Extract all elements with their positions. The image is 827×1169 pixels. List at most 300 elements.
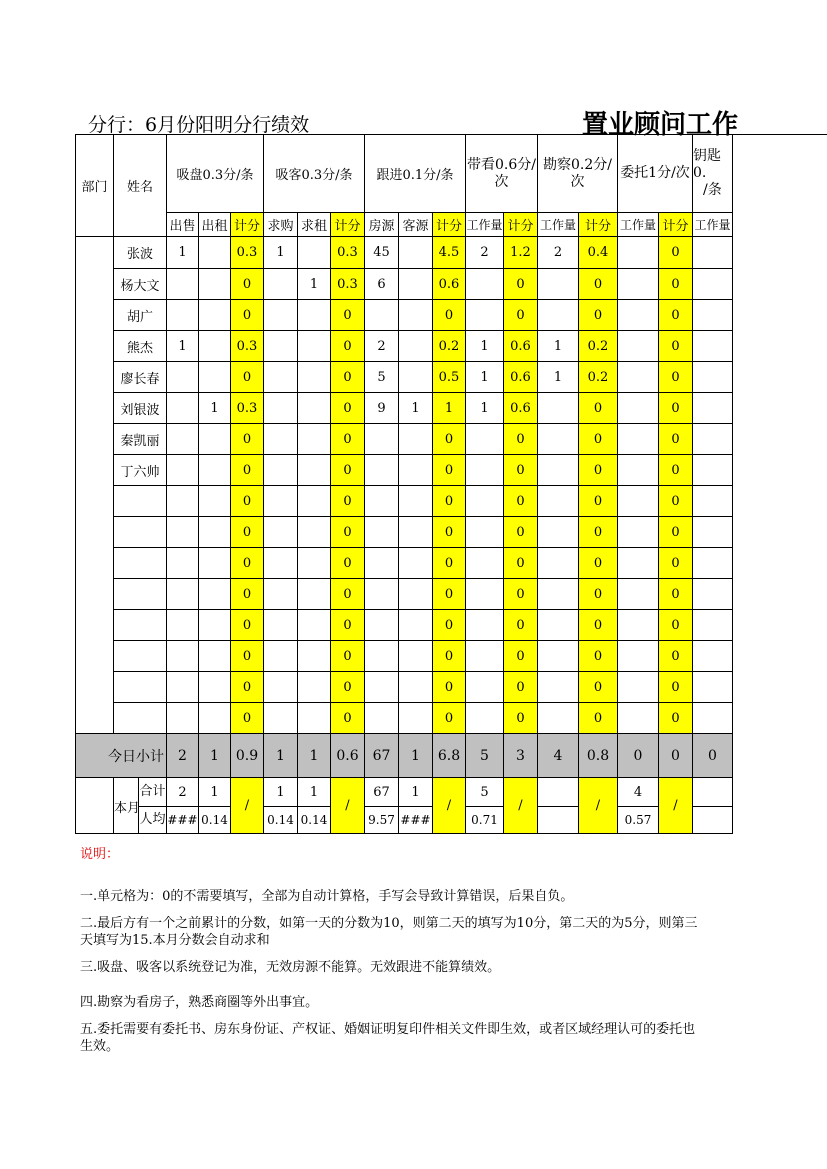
data-cell[interactable]: 0 xyxy=(331,641,365,672)
data-cell[interactable] xyxy=(399,703,433,734)
data-cell[interactable] xyxy=(167,610,199,641)
data-cell[interactable] xyxy=(538,579,579,610)
data-cell[interactable] xyxy=(399,362,433,393)
dept-cell[interactable] xyxy=(76,237,114,734)
data-cell[interactable] xyxy=(167,579,199,610)
month-total-cell[interactable]: 67 xyxy=(365,778,399,807)
data-cell[interactable]: 0 xyxy=(579,672,618,703)
data-cell[interactable] xyxy=(538,548,579,579)
data-cell[interactable] xyxy=(693,393,733,424)
data-cell[interactable]: 6 xyxy=(365,269,399,300)
data-cell[interactable] xyxy=(365,455,399,486)
data-cell[interactable] xyxy=(365,579,399,610)
data-cell[interactable]: 0.6 xyxy=(504,362,538,393)
data-cell[interactable] xyxy=(298,362,331,393)
month-total-cell[interactable] xyxy=(538,778,579,807)
data-cell[interactable] xyxy=(199,300,231,331)
month-total-cell[interactable]: 1 xyxy=(298,778,331,807)
data-cell[interactable]: 0 xyxy=(504,548,538,579)
data-cell[interactable] xyxy=(264,703,298,734)
data-cell[interactable] xyxy=(618,486,659,517)
data-cell[interactable] xyxy=(538,641,579,672)
data-cell[interactable] xyxy=(264,331,298,362)
data-cell[interactable] xyxy=(264,455,298,486)
data-cell[interactable]: 0 xyxy=(331,362,365,393)
data-cell[interactable]: 0 xyxy=(579,641,618,672)
data-cell[interactable] xyxy=(538,703,579,734)
data-cell[interactable] xyxy=(399,517,433,548)
table-row xyxy=(76,362,733,393)
data-cell[interactable] xyxy=(618,579,659,610)
data-cell[interactable] xyxy=(167,517,199,548)
data-cell[interactable] xyxy=(264,579,298,610)
data-cell[interactable]: 0.2 xyxy=(579,331,618,362)
data-cell[interactable] xyxy=(199,237,231,269)
month-avg-cell[interactable]: 0.57 xyxy=(618,807,659,834)
name-cell[interactable] xyxy=(114,641,167,672)
data-cell[interactable]: 1 xyxy=(466,393,504,424)
data-cell[interactable] xyxy=(199,672,231,703)
data-cell[interactable] xyxy=(693,300,733,331)
data-cell[interactable] xyxy=(693,517,733,548)
data-cell[interactable] xyxy=(167,641,199,672)
data-cell[interactable] xyxy=(693,548,733,579)
data-cell[interactable] xyxy=(618,269,659,300)
data-cell[interactable] xyxy=(365,486,399,517)
data-cell[interactable]: 0 xyxy=(504,672,538,703)
data-cell[interactable]: 0 xyxy=(659,237,693,269)
data-cell[interactable]: 9 xyxy=(365,393,399,424)
data-cell[interactable]: 0.3 xyxy=(231,393,264,424)
data-cell[interactable]: 0 xyxy=(231,548,264,579)
data-cell[interactable]: 0 xyxy=(504,610,538,641)
data-cell[interactable]: 0 xyxy=(231,579,264,610)
data-cell[interactable] xyxy=(618,641,659,672)
data-cell[interactable]: 0 xyxy=(331,486,365,517)
data-cell[interactable]: 1 xyxy=(466,331,504,362)
data-cell[interactable]: 0 xyxy=(579,486,618,517)
month-avg-cell[interactable]: 0.14 xyxy=(298,807,331,834)
data-cell[interactable] xyxy=(399,486,433,517)
data-cell[interactable] xyxy=(264,486,298,517)
data-cell[interactable]: 0 xyxy=(331,455,365,486)
data-cell[interactable] xyxy=(199,424,231,455)
data-cell[interactable] xyxy=(199,703,231,734)
data-cell[interactable]: 0.2 xyxy=(579,362,618,393)
data-cell[interactable]: 0 xyxy=(659,362,693,393)
data-cell[interactable] xyxy=(618,362,659,393)
data-cell[interactable]: 1 xyxy=(433,393,466,424)
data-cell[interactable] xyxy=(167,300,199,331)
table-row xyxy=(76,237,733,269)
data-cell[interactable] xyxy=(693,331,733,362)
data-cell[interactable] xyxy=(167,455,199,486)
data-cell[interactable]: 0.5 xyxy=(433,362,466,393)
data-cell[interactable] xyxy=(466,424,504,455)
data-cell[interactable] xyxy=(538,455,579,486)
data-cell[interactable]: 1 xyxy=(264,237,298,269)
data-cell[interactable] xyxy=(298,641,331,672)
month-slash-cell: / xyxy=(331,778,365,834)
data-cell[interactable]: 1 xyxy=(466,362,504,393)
data-cell[interactable] xyxy=(264,269,298,300)
data-cell[interactable] xyxy=(693,269,733,300)
data-cell[interactable]: 2 xyxy=(538,237,579,269)
data-cell[interactable] xyxy=(298,672,331,703)
data-cell[interactable]: 2 xyxy=(466,237,504,269)
name-cell[interactable]: 秦凯丽 xyxy=(114,424,167,455)
data-cell[interactable] xyxy=(399,300,433,331)
data-cell[interactable]: 0 xyxy=(331,393,365,424)
name-cell[interactable]: 丁六帅 xyxy=(114,455,167,486)
data-cell[interactable]: 0 xyxy=(231,486,264,517)
data-cell[interactable] xyxy=(466,548,504,579)
data-cell[interactable]: 0 xyxy=(579,269,618,300)
data-cell[interactable] xyxy=(618,703,659,734)
month-avg-cell[interactable]: ### xyxy=(399,807,433,834)
data-cell[interactable] xyxy=(199,641,231,672)
month-average-row xyxy=(76,807,733,834)
data-cell[interactable] xyxy=(264,300,298,331)
data-cell[interactable] xyxy=(298,300,331,331)
name-cell[interactable]: 熊杰 xyxy=(114,331,167,362)
data-cell[interactable] xyxy=(693,362,733,393)
data-cell[interactable]: 0 xyxy=(231,300,264,331)
data-cell[interactable]: 0 xyxy=(433,703,466,734)
data-cell[interactable]: 0 xyxy=(331,424,365,455)
data-cell[interactable] xyxy=(538,300,579,331)
data-cell[interactable] xyxy=(199,455,231,486)
data-cell[interactable] xyxy=(298,579,331,610)
data-cell[interactable] xyxy=(618,548,659,579)
data-cell[interactable]: 0 xyxy=(504,424,538,455)
data-cell[interactable] xyxy=(298,455,331,486)
data-cell[interactable] xyxy=(693,237,733,269)
month-avg-cell[interactable] xyxy=(693,807,733,834)
data-cell[interactable] xyxy=(693,703,733,734)
data-cell[interactable]: 0 xyxy=(231,641,264,672)
data-cell[interactable] xyxy=(365,517,399,548)
data-cell[interactable]: 0 xyxy=(331,548,365,579)
data-cell[interactable]: 1.2 xyxy=(504,237,538,269)
month-avg-cell[interactable]: 0.71 xyxy=(466,807,504,834)
month-avg-cell[interactable]: 0.14 xyxy=(264,807,298,834)
data-cell[interactable] xyxy=(167,269,199,300)
data-cell[interactable] xyxy=(466,672,504,703)
data-cell[interactable] xyxy=(693,455,733,486)
data-cell[interactable] xyxy=(399,237,433,269)
data-cell[interactable] xyxy=(538,269,579,300)
data-cell[interactable] xyxy=(618,300,659,331)
data-cell[interactable]: 0 xyxy=(659,672,693,703)
data-cell[interactable] xyxy=(365,641,399,672)
month-total-cell[interactable]: 1 xyxy=(199,778,231,807)
data-cell[interactable] xyxy=(199,548,231,579)
data-cell[interactable] xyxy=(298,548,331,579)
data-cell[interactable] xyxy=(466,703,504,734)
data-cell[interactable] xyxy=(199,517,231,548)
data-cell[interactable]: 0 xyxy=(331,672,365,703)
data-cell[interactable] xyxy=(538,424,579,455)
data-cell[interactable]: 0.4 xyxy=(579,237,618,269)
name-cell[interactable] xyxy=(114,579,167,610)
data-cell[interactable]: 0 xyxy=(579,610,618,641)
data-cell[interactable]: 0 xyxy=(659,517,693,548)
data-cell[interactable] xyxy=(399,424,433,455)
data-cell[interactable] xyxy=(298,393,331,424)
data-cell[interactable]: 0.3 xyxy=(231,237,264,269)
data-cell[interactable]: 0.3 xyxy=(231,331,264,362)
data-cell[interactable]: 0 xyxy=(659,424,693,455)
data-cell[interactable]: 0 xyxy=(231,672,264,703)
data-cell[interactable]: 0 xyxy=(433,641,466,672)
data-cell[interactable] xyxy=(618,424,659,455)
data-cell[interactable]: 0 xyxy=(579,703,618,734)
data-cell[interactable] xyxy=(693,610,733,641)
data-cell[interactable] xyxy=(693,424,733,455)
data-cell[interactable]: 0 xyxy=(433,486,466,517)
data-cell[interactable] xyxy=(538,393,579,424)
data-cell[interactable] xyxy=(618,455,659,486)
data-cell[interactable] xyxy=(199,269,231,300)
month-avg-cell[interactable]: 9.57 xyxy=(365,807,399,834)
data-cell[interactable]: 0 xyxy=(504,269,538,300)
data-cell[interactable]: 0 xyxy=(433,424,466,455)
data-cell[interactable] xyxy=(466,269,504,300)
data-cell[interactable] xyxy=(618,517,659,548)
data-cell[interactable] xyxy=(167,393,199,424)
name-cell[interactable] xyxy=(114,517,167,548)
data-cell[interactable]: 0 xyxy=(504,641,538,672)
name-cell[interactable]: 胡广 xyxy=(114,300,167,331)
data-cell[interactable]: 0 xyxy=(231,424,264,455)
data-cell[interactable] xyxy=(618,237,659,269)
name-cell[interactable]: 杨大文 xyxy=(114,269,167,300)
data-cell[interactable] xyxy=(399,672,433,703)
data-cell[interactable]: 0 xyxy=(231,362,264,393)
month-avg-cell[interactable]: 0.14 xyxy=(199,807,231,834)
data-cell[interactable]: 0.2 xyxy=(433,331,466,362)
name-cell[interactable]: 廖长春 xyxy=(114,362,167,393)
month-avg-cell[interactable] xyxy=(538,807,579,834)
data-cell[interactable] xyxy=(167,424,199,455)
data-cell[interactable]: 2 xyxy=(365,331,399,362)
data-cell[interactable] xyxy=(466,610,504,641)
data-cell[interactable]: 0 xyxy=(231,455,264,486)
data-cell[interactable]: 0 xyxy=(659,641,693,672)
data-cell[interactable] xyxy=(365,703,399,734)
data-cell[interactable] xyxy=(298,486,331,517)
data-cell[interactable] xyxy=(466,300,504,331)
data-cell[interactable] xyxy=(538,517,579,548)
data-cell[interactable] xyxy=(466,455,504,486)
data-cell[interactable]: 1 xyxy=(399,393,433,424)
data-cell[interactable]: 0 xyxy=(659,486,693,517)
month-slash-cell: / xyxy=(579,778,618,834)
name-cell[interactable] xyxy=(114,672,167,703)
data-cell[interactable] xyxy=(264,517,298,548)
data-cell[interactable] xyxy=(618,610,659,641)
today-subtotal-cell: 3 xyxy=(504,734,538,778)
data-cell[interactable] xyxy=(264,393,298,424)
data-cell[interactable] xyxy=(399,269,433,300)
data-cell[interactable]: 0 xyxy=(659,300,693,331)
data-cell[interactable]: 0 xyxy=(433,610,466,641)
data-cell[interactable] xyxy=(199,579,231,610)
name-cell[interactable] xyxy=(114,548,167,579)
data-cell[interactable]: 0 xyxy=(579,393,618,424)
data-cell[interactable] xyxy=(466,641,504,672)
data-cell[interactable] xyxy=(693,672,733,703)
data-cell[interactable] xyxy=(618,393,659,424)
data-cell[interactable] xyxy=(365,424,399,455)
data-cell[interactable] xyxy=(538,610,579,641)
data-cell[interactable] xyxy=(538,486,579,517)
data-cell[interactable] xyxy=(618,331,659,362)
data-cell[interactable]: 0 xyxy=(433,455,466,486)
month-avg-cell[interactable]: ### xyxy=(167,807,199,834)
data-cell[interactable] xyxy=(264,610,298,641)
data-cell[interactable]: 0 xyxy=(659,610,693,641)
data-cell[interactable] xyxy=(298,517,331,548)
month-total-cell[interactable]: 1 xyxy=(264,778,298,807)
data-cell[interactable]: 0 xyxy=(433,548,466,579)
name-cell[interactable]: 刘银波 xyxy=(114,393,167,424)
data-cell[interactable] xyxy=(466,579,504,610)
name-cell[interactable]: 张波 xyxy=(114,237,167,269)
data-cell[interactable]: 0.3 xyxy=(331,237,365,269)
data-cell[interactable]: 0 xyxy=(579,424,618,455)
data-cell[interactable]: 0.6 xyxy=(504,331,538,362)
data-cell[interactable] xyxy=(264,548,298,579)
data-cell[interactable]: 1 xyxy=(167,237,199,269)
data-cell[interactable]: 0 xyxy=(579,517,618,548)
data-cell[interactable]: 0 xyxy=(433,672,466,703)
data-cell[interactable] xyxy=(399,455,433,486)
data-cell[interactable] xyxy=(693,486,733,517)
data-cell[interactable] xyxy=(167,672,199,703)
month-total-cell[interactable] xyxy=(693,778,733,807)
data-cell[interactable] xyxy=(365,300,399,331)
data-cell[interactable]: 0 xyxy=(231,517,264,548)
data-cell[interactable]: 0 xyxy=(331,300,365,331)
data-cell[interactable]: 0 xyxy=(504,579,538,610)
data-cell[interactable] xyxy=(199,331,231,362)
month-total-cell[interactable]: 4 xyxy=(618,778,659,807)
data-cell[interactable]: 0 xyxy=(579,579,618,610)
data-cell[interactable]: 0 xyxy=(433,579,466,610)
data-cell[interactable]: 45 xyxy=(365,237,399,269)
data-cell[interactable]: 0 xyxy=(331,703,365,734)
data-cell[interactable]: 1 xyxy=(199,393,231,424)
data-cell[interactable]: 1 xyxy=(298,269,331,300)
data-cell[interactable] xyxy=(199,362,231,393)
data-cell[interactable] xyxy=(199,486,231,517)
data-cell[interactable] xyxy=(264,672,298,703)
data-cell[interactable]: 0 xyxy=(504,486,538,517)
data-cell[interactable]: 0 xyxy=(433,517,466,548)
month-total-cell[interactable]: 2 xyxy=(167,778,199,807)
data-cell[interactable] xyxy=(298,703,331,734)
data-cell[interactable] xyxy=(298,331,331,362)
data-cell[interactable]: 0 xyxy=(433,300,466,331)
data-cell[interactable] xyxy=(264,424,298,455)
data-cell[interactable] xyxy=(167,548,199,579)
data-cell[interactable] xyxy=(264,362,298,393)
data-cell[interactable] xyxy=(167,486,199,517)
data-cell[interactable]: 4.5 xyxy=(433,237,466,269)
data-cell[interactable] xyxy=(538,672,579,703)
data-cell[interactable]: 0.6 xyxy=(433,269,466,300)
data-cell[interactable]: 1 xyxy=(167,331,199,362)
data-cell[interactable] xyxy=(264,641,298,672)
data-cell[interactable]: 0 xyxy=(579,548,618,579)
data-cell[interactable]: 0 xyxy=(331,331,365,362)
data-cell[interactable]: 0 xyxy=(504,455,538,486)
data-cell[interactable] xyxy=(365,610,399,641)
data-cell[interactable] xyxy=(693,641,733,672)
data-cell[interactable]: 0 xyxy=(331,517,365,548)
data-cell[interactable]: 0 xyxy=(659,455,693,486)
data-cell[interactable]: 0 xyxy=(231,269,264,300)
data-cell[interactable] xyxy=(298,424,331,455)
data-cell[interactable]: 0 xyxy=(659,548,693,579)
data-cell[interactable]: 5 xyxy=(365,362,399,393)
month-total-cell[interactable]: 1 xyxy=(399,778,433,807)
data-cell[interactable]: 0 xyxy=(659,393,693,424)
table-row xyxy=(76,300,733,331)
data-cell[interactable]: 0 xyxy=(504,300,538,331)
data-cell[interactable] xyxy=(399,548,433,579)
data-cell[interactable]: 0 xyxy=(231,610,264,641)
data-cell[interactable] xyxy=(365,548,399,579)
data-cell[interactable]: 0 xyxy=(579,300,618,331)
name-cell[interactable] xyxy=(114,486,167,517)
data-cell[interactable] xyxy=(399,579,433,610)
data-cell[interactable] xyxy=(365,672,399,703)
data-cell[interactable] xyxy=(466,517,504,548)
data-cell[interactable] xyxy=(298,610,331,641)
data-cell[interactable]: 0 xyxy=(659,269,693,300)
data-cell[interactable]: 0.3 xyxy=(331,269,365,300)
name-cell[interactable] xyxy=(114,703,167,734)
data-cell[interactable]: 0 xyxy=(659,579,693,610)
data-cell[interactable] xyxy=(167,703,199,734)
data-cell[interactable]: 0 xyxy=(659,331,693,362)
data-cell[interactable] xyxy=(618,672,659,703)
data-cell[interactable] xyxy=(167,362,199,393)
data-cell[interactable] xyxy=(199,610,231,641)
data-cell[interactable]: 0 xyxy=(231,703,264,734)
data-cell[interactable] xyxy=(399,331,433,362)
data-cell[interactable]: 0 xyxy=(331,579,365,610)
data-cell[interactable]: 1 xyxy=(538,362,579,393)
data-cell[interactable]: 0 xyxy=(659,703,693,734)
data-cell[interactable]: 0 xyxy=(331,610,365,641)
name-cell[interactable] xyxy=(114,610,167,641)
data-cell[interactable] xyxy=(399,641,433,672)
data-cell[interactable] xyxy=(693,579,733,610)
month-total-cell[interactable]: 5 xyxy=(466,778,504,807)
data-cell[interactable]: 0.6 xyxy=(504,393,538,424)
data-cell[interactable]: 1 xyxy=(538,331,579,362)
data-cell[interactable]: 0 xyxy=(504,703,538,734)
data-cell[interactable] xyxy=(298,237,331,269)
data-cell[interactable]: 0 xyxy=(579,455,618,486)
data-cell[interactable]: 0 xyxy=(504,517,538,548)
data-cell[interactable] xyxy=(466,486,504,517)
data-cell[interactable] xyxy=(399,610,433,641)
